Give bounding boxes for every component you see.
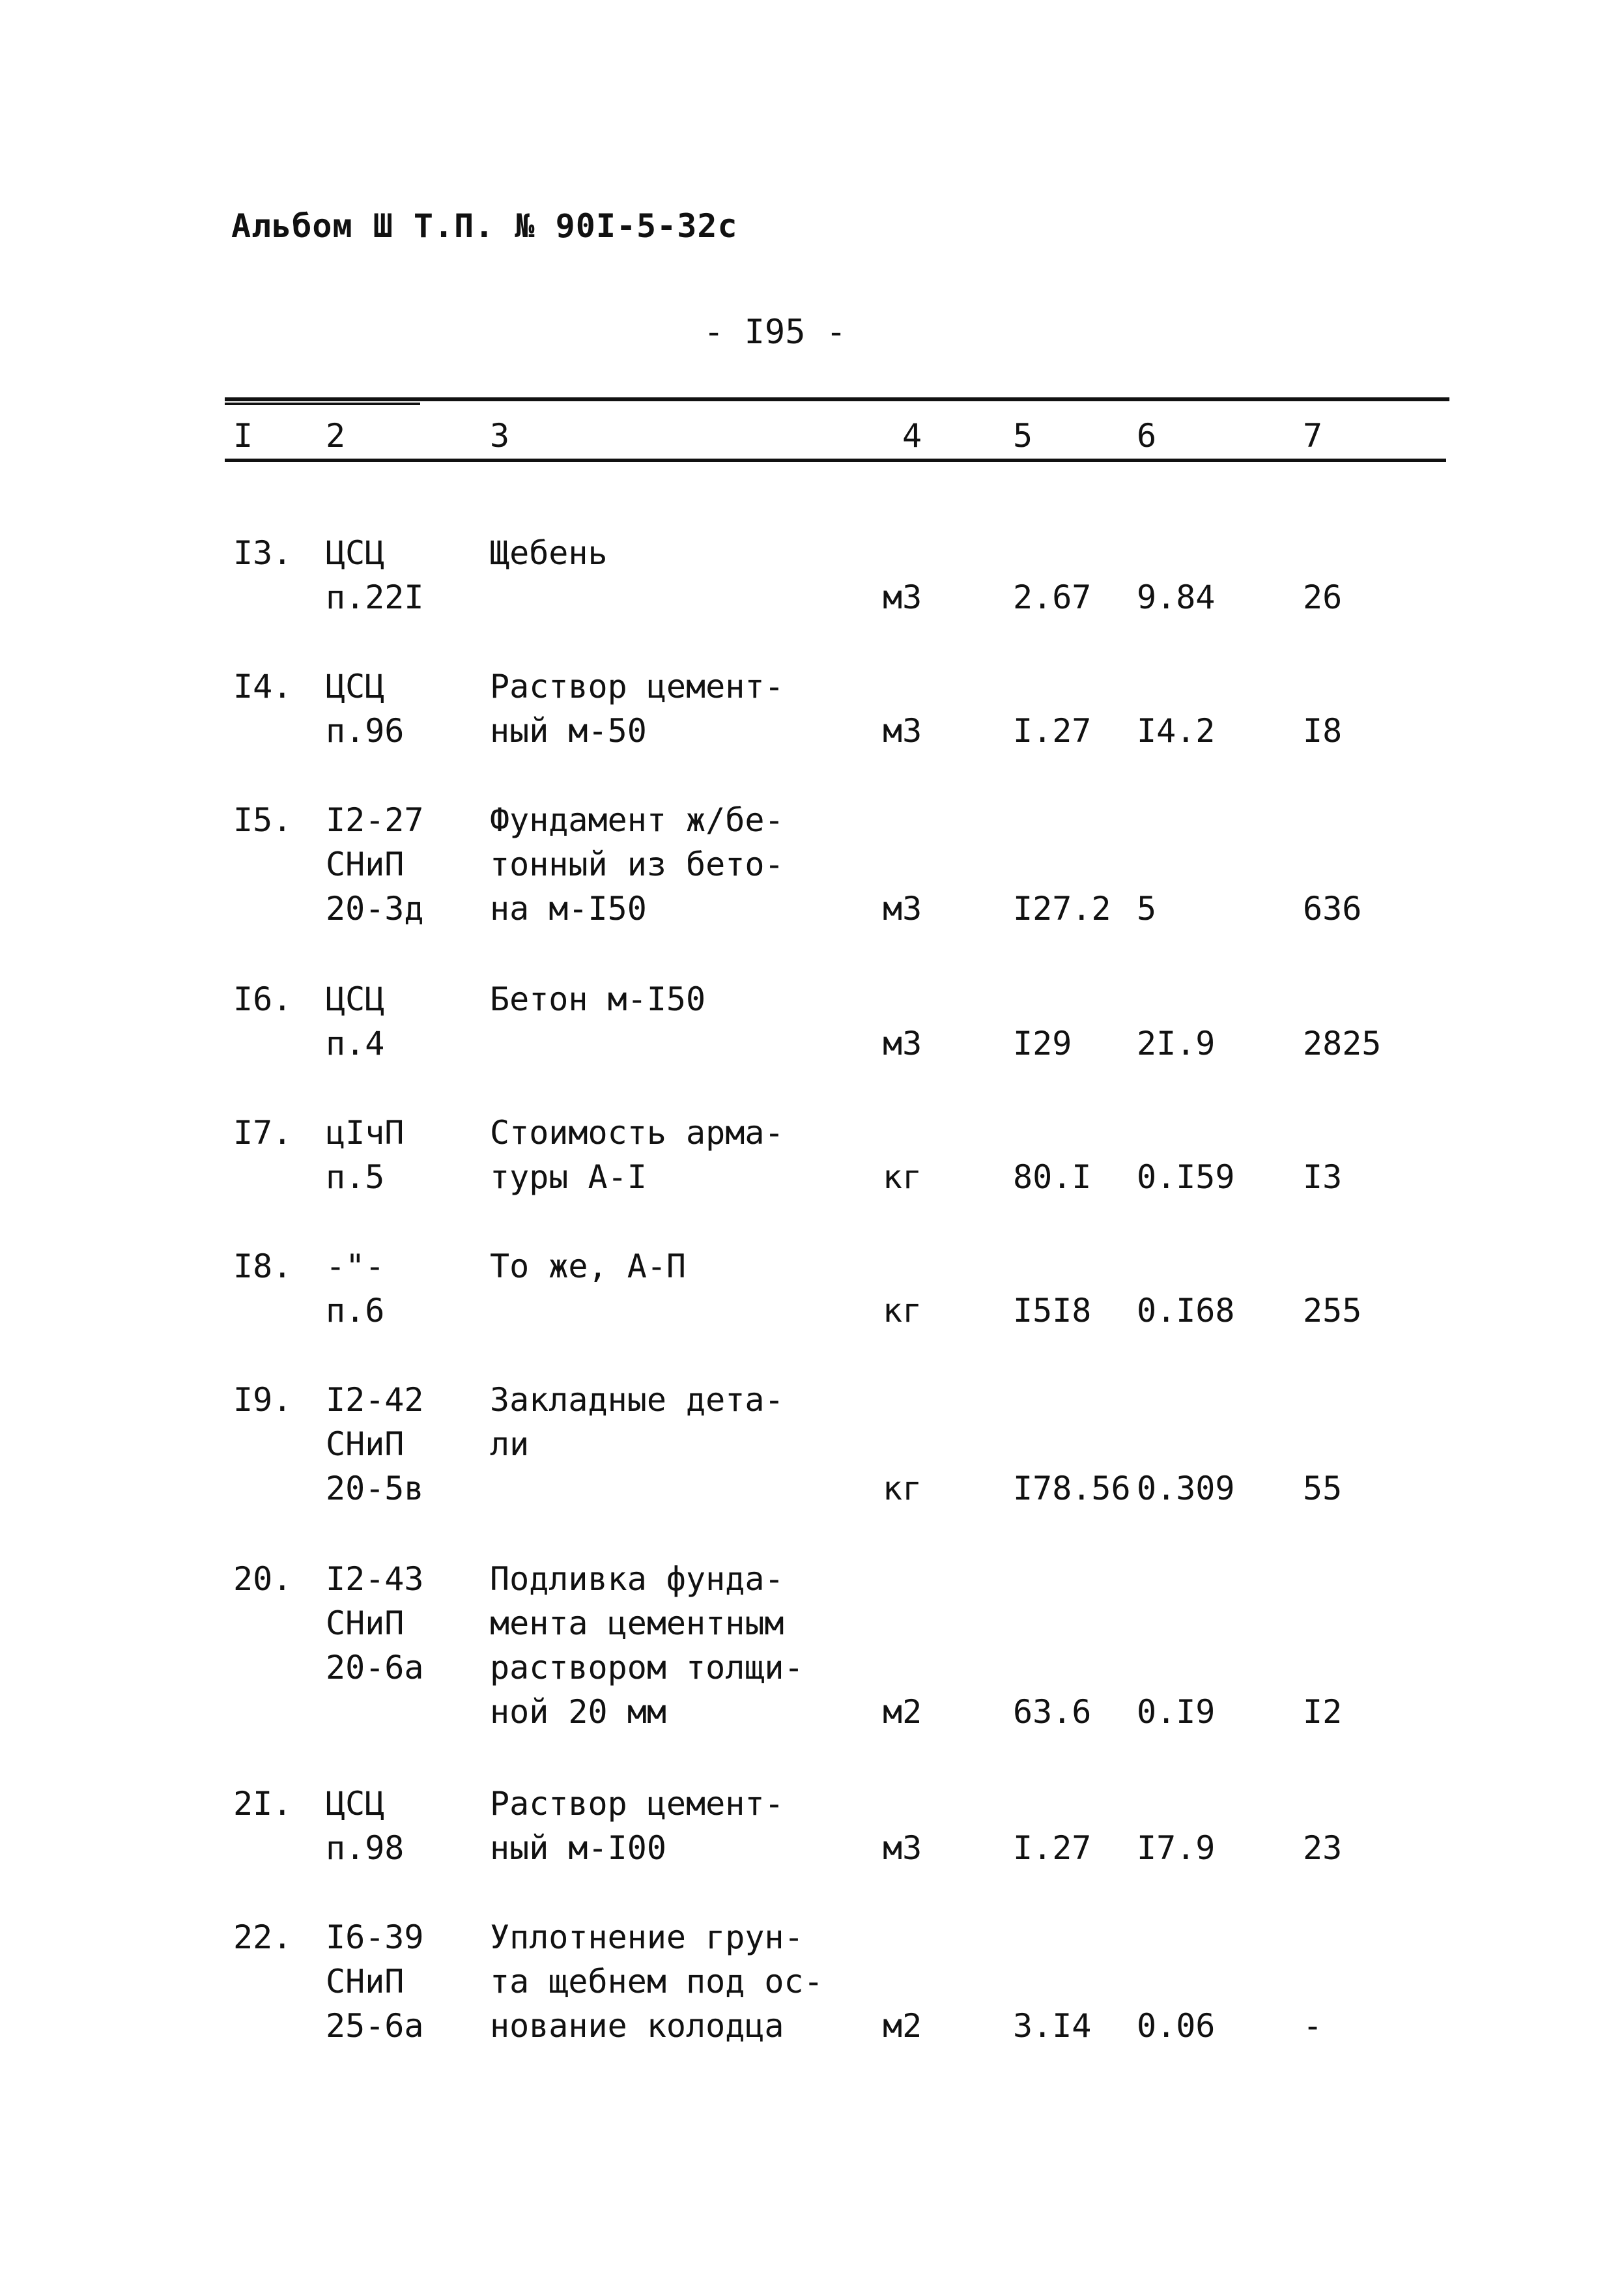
row-description-line: То же, А-П — [490, 1247, 687, 1285]
column-header-3: 3 — [490, 417, 510, 455]
row-quantity: I29 — [1013, 1025, 1072, 1062]
row-reference-line: ЦСЦ — [326, 1785, 385, 1823]
row-number: 2I. — [233, 1785, 292, 1823]
row-unit-price: I4.2 — [1137, 712, 1216, 750]
row-unit: кг — [883, 1470, 922, 1507]
row-description-line: раствором толщи- — [490, 1649, 804, 1686]
column-header-4: 4 — [902, 417, 922, 455]
row-total: 255 — [1303, 1292, 1362, 1330]
row-quantity: 80.I — [1013, 1158, 1092, 1196]
row-quantity: 63.6 — [1013, 1693, 1092, 1731]
row-number: I7. — [233, 1114, 292, 1152]
row-number: I6. — [233, 980, 292, 1018]
row-reference-line: 20-6а — [326, 1649, 424, 1686]
row-description-line: ной 20 мм — [490, 1693, 666, 1731]
row-description-line: Закладные дета- — [490, 1381, 784, 1419]
row-number: 20. — [233, 1560, 292, 1598]
row-reference-line: цIчП — [326, 1114, 405, 1152]
row-unit-price: 0.I68 — [1137, 1292, 1235, 1330]
row-reference-line: I6-39 — [326, 1918, 424, 1956]
row-number: I8. — [233, 1247, 292, 1285]
row-reference-line: ЦСЦ — [326, 668, 385, 705]
row-number: I9. — [233, 1381, 292, 1419]
column-header-5: 5 — [1013, 417, 1033, 455]
row-reference-line: п.96 — [326, 712, 405, 750]
row-description-line: ли — [490, 1425, 530, 1463]
row-reference-line: I2-27 — [326, 801, 424, 839]
row-reference-line: п.22I — [326, 578, 424, 616]
row-reference-line: 20-3д — [326, 890, 424, 928]
row-unit: кг — [883, 1158, 922, 1196]
row-unit-price: 0.06 — [1137, 2007, 1216, 2045]
row-quantity: I27.2 — [1013, 890, 1111, 928]
row-total: 23 — [1303, 1829, 1343, 1867]
row-reference-line: ЦСЦ — [326, 534, 385, 572]
page-number: - I95 - — [704, 313, 847, 352]
row-reference-line: I2-43 — [326, 1560, 424, 1598]
row-reference-line: п.98 — [326, 1829, 405, 1867]
row-total: I3 — [1303, 1158, 1343, 1196]
row-description-line: Раствор цемент- — [490, 1785, 784, 1823]
row-total: I8 — [1303, 712, 1343, 750]
row-description-line: Стоимость арма- — [490, 1114, 784, 1152]
row-unit: м2 — [883, 1693, 922, 1731]
row-unit: м3 — [883, 1025, 922, 1062]
row-reference-line: п.4 — [326, 1025, 385, 1062]
row-description-line: Щебень — [490, 534, 608, 572]
row-quantity: 3.I4 — [1013, 2007, 1092, 2045]
row-description-line: туры А-I — [490, 1158, 647, 1196]
row-quantity: I5I8 — [1013, 1292, 1092, 1330]
row-number: I3. — [233, 534, 292, 572]
row-unit: м3 — [883, 578, 922, 616]
column-header-1: I — [233, 417, 253, 455]
row-total: - — [1303, 2007, 1323, 2045]
row-description-line: мента цементным — [490, 1604, 784, 1642]
row-description-line: ный м-50 — [490, 712, 647, 750]
row-unit-price: 5 — [1137, 890, 1157, 928]
row-unit-price: 9.84 — [1137, 578, 1216, 616]
row-quantity: I.27 — [1013, 1829, 1092, 1867]
row-reference-line: СНиП — [326, 1963, 405, 2000]
row-reference-line: п.5 — [326, 1158, 385, 1196]
row-unit-price: I7.9 — [1137, 1829, 1216, 1867]
row-unit: м2 — [883, 2007, 922, 2045]
row-unit: кг — [883, 1292, 922, 1330]
row-reference-line: 25-6а — [326, 2007, 424, 2045]
row-description-line: Бетон м-I50 — [490, 980, 706, 1018]
row-number: I4. — [233, 668, 292, 705]
row-description-line: Уплотнение грун- — [490, 1918, 804, 1956]
row-quantity: I78.56 — [1013, 1470, 1131, 1507]
row-quantity: 2.67 — [1013, 578, 1092, 616]
row-total: I2 — [1303, 1693, 1343, 1731]
row-unit: м3 — [883, 712, 922, 750]
column-header-2: 2 — [326, 417, 346, 455]
row-unit: м3 — [883, 1829, 922, 1867]
column-header-6: 6 — [1137, 417, 1157, 455]
row-description-line: Раствор цемент- — [490, 668, 784, 705]
row-description-line: на м-I50 — [490, 890, 647, 928]
row-unit: м3 — [883, 890, 922, 928]
row-unit-price: 0.I59 — [1137, 1158, 1235, 1196]
row-reference-line: п.6 — [326, 1292, 385, 1330]
row-description-line: Подливка фунда- — [490, 1560, 784, 1598]
row-reference-line: СНиП — [326, 1604, 405, 1642]
table-top-rule-accent — [225, 403, 420, 405]
album-reference: Альбом Ш Т.П. № 90I-5-32с — [231, 207, 738, 245]
row-description-line: ный м-I00 — [490, 1829, 666, 1867]
row-total: 55 — [1303, 1470, 1343, 1507]
row-reference-line: I2-42 — [326, 1381, 424, 1419]
row-unit-price: 0.309 — [1137, 1470, 1235, 1507]
row-quantity: I.27 — [1013, 712, 1092, 750]
row-total: 26 — [1303, 578, 1343, 616]
row-reference-line: 20-5в — [326, 1470, 424, 1507]
table-top-rule — [225, 397, 1449, 401]
row-reference-line: СНиП — [326, 846, 405, 883]
row-total: 2825 — [1303, 1025, 1382, 1062]
row-number: I5. — [233, 801, 292, 839]
row-description-line: нование колодца — [490, 2007, 784, 2045]
row-unit-price: 0.I9 — [1137, 1693, 1216, 1731]
row-description-line: та щебнем под ос- — [490, 1963, 823, 2000]
table-header-rule — [225, 459, 1446, 462]
row-reference-line: ЦСЦ — [326, 980, 385, 1018]
row-description-line: тонный из бето- — [490, 846, 784, 883]
row-unit-price: 2I.9 — [1137, 1025, 1216, 1062]
row-total: 636 — [1303, 890, 1362, 928]
row-reference-line: -"- — [326, 1247, 385, 1285]
column-header-7: 7 — [1303, 417, 1323, 455]
row-number: 22. — [233, 1918, 292, 1956]
row-reference-line: СНиП — [326, 1425, 405, 1463]
row-description-line: Фундамент ж/бе- — [490, 801, 784, 839]
